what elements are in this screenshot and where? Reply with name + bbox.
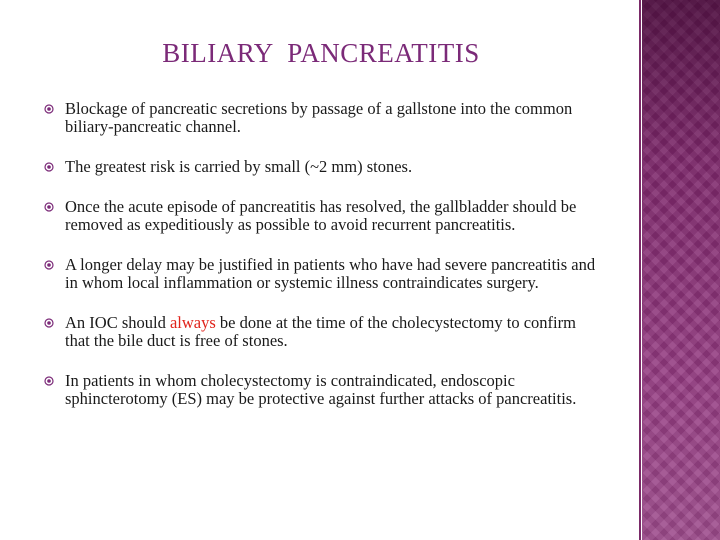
slide-title: BILIARY PANCREATITIS — [162, 38, 480, 68]
bullet-item — [42, 372, 602, 408]
bullet-item — [42, 314, 602, 350]
circled-dot-icon — [44, 318, 54, 328]
bullet-text-before: An IOC should — [65, 313, 170, 332]
side-divider — [639, 0, 641, 540]
circled-dot-icon — [44, 162, 54, 172]
decorative-side-panel — [642, 0, 720, 540]
bullet-item — [42, 198, 602, 234]
bullet-item — [42, 158, 602, 176]
bullet-text: In patients in whom cholecystectomy is contraindicated, endoscopic sphincterotomy (ES) may be protective against further attacks of pancreatitis. — [65, 371, 577, 408]
bullet-text-after: be done at the time of the cholecystectomy to confirm that the bile duct is free of stones. — [65, 313, 576, 350]
bullet-text: The greatest risk is carried by small (~2 mm) stones. — [65, 157, 413, 176]
circled-dot-icon — [44, 104, 54, 114]
bullet-item — [42, 100, 602, 136]
bullet-item — [42, 256, 602, 292]
bullet-text: Blockage of pancreatic secretions by passage of a gallstone into the common biliary-pancreatic channel. — [65, 99, 573, 136]
bullet-list — [42, 100, 602, 408]
bullet-text: Once the acute episode of pancreatitis has resolved, the gallbladder should be removed as expeditiously as possible to avoid recurrent pancreatitis. — [65, 197, 577, 234]
circled-dot-icon — [44, 376, 54, 386]
circled-dot-icon — [44, 202, 54, 212]
highlighted-word: always — [169, 313, 216, 332]
circled-dot-icon — [44, 260, 54, 270]
bullet-text: A longer delay may be justified in patients who have had severe pancreatitis and in whom local inflammation or systemic illness contraindicates surgery. — [65, 255, 596, 292]
